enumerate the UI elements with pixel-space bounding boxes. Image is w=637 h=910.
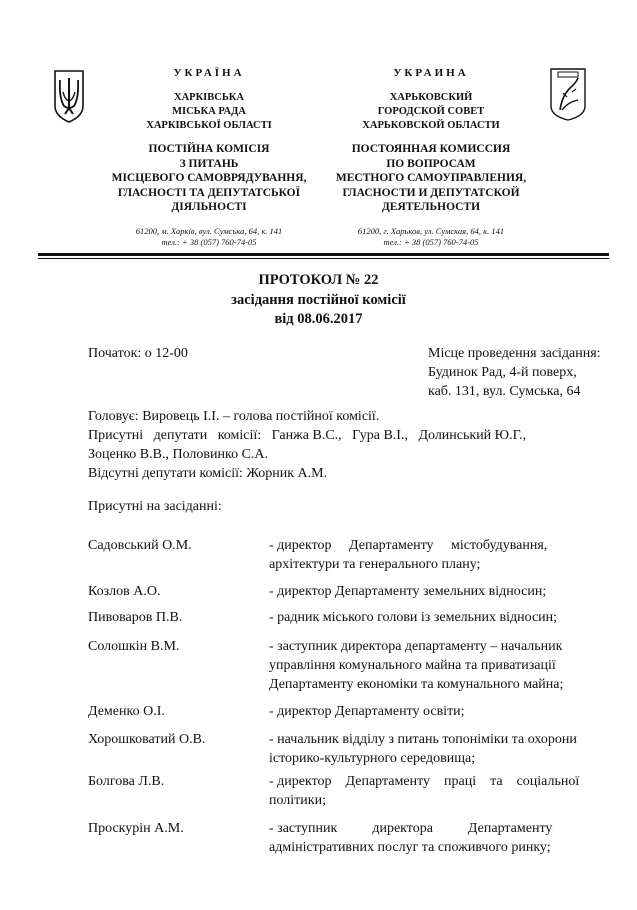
invited-position [269, 730, 609, 768]
invited-name: Садовський О.М. [88, 538, 192, 553]
invited-position [269, 637, 609, 694]
invited-name: Деменко О.І. [88, 704, 165, 719]
protocol-title: ПРОТОКОЛ № 22 [258, 272, 379, 288]
invited-position-line: історико-культурного середовища; [269, 751, 476, 766]
header-ua-council-line: ХАРКІВСЬКОЇ ОБЛАСТІ [146, 120, 272, 131]
invited-heading: Присутні на засіданні: [88, 499, 222, 514]
invited-position-line: - директор Департаменту праці та соціальної [269, 774, 580, 789]
invited-position-line: - радник міського голови із земельних відносин; [269, 610, 558, 625]
header-ua-commission-line: ПОСТІЙНА КОМІСІЯ [148, 143, 270, 155]
invited-name: Проскурін А.М. [88, 821, 184, 836]
kharkiv-city-emblem [548, 66, 588, 122]
invited-position-line: Департаменту економіки та комунального майна; [269, 677, 564, 692]
header-ru-address: 61200, г. Харьков, ул. Сумская, 64, к. 141 [357, 225, 505, 236]
invited-position [269, 702, 609, 721]
header-ua [100, 67, 318, 248]
meeting-place [428, 344, 608, 401]
chair-line: Головує: Вировець І.І. – голова постійної комісії. [88, 409, 380, 424]
invited-position-line: політики; [269, 793, 326, 808]
invited-position-line: - начальник відділу з питань топоніміки та охорони [269, 732, 577, 747]
header-ua-country: УКРАЇНА [173, 67, 245, 79]
header-ru-council-line: ХАРЬКОВСКИЙ [389, 92, 473, 103]
invited-position [269, 819, 609, 857]
header-ua-council-line: МІСЬКА РАДА [172, 106, 246, 117]
invited-position-line: - заступник директора департаменту – начальник [269, 639, 563, 654]
invited-position-line: - директор Департаменту містобудування, [269, 538, 548, 553]
header-ru-council-line: ГОРОДСКОЙ СОВЕТ [377, 106, 485, 117]
absent-members-line: Відсутні депутати комісії: Жорник А.М. [88, 466, 328, 481]
header-ru-commission-line: ПОСТОЯННАЯ КОМИССИЯ [351, 143, 511, 155]
invited-position-line: адміністративних послуг та споживчого ринку; [269, 840, 551, 855]
invited-position [269, 608, 609, 627]
invited-name: Болгова Л.В. [88, 774, 165, 789]
ukraine-trident-emblem [52, 68, 86, 124]
meeting-place-line: Місце проведення засідання: [428, 346, 601, 361]
invited-name: Козлов А.О. [88, 584, 161, 599]
header-ua-commission-line: З ПИТАНЬ [179, 157, 239, 170]
header-divider-thick [38, 253, 609, 256]
invited-name: Пивоваров П.В. [88, 610, 183, 625]
meeting-place-line: Будинок Рад, 4-й поверх, [428, 365, 577, 380]
header-ua-address: 61200, м. Харків, вул. Сумська, 64, к. 141 [135, 225, 283, 236]
present-members-line: Присутні депутати комісії: Ганжа В.С., Гура В.І., Долинський Ю.Г., [88, 428, 527, 443]
header-ua-council-line: ХАРКІВСЬКА [173, 92, 244, 103]
attendance-block [88, 407, 610, 483]
header-ru-council-line: ХАРЬКОВСКОЙ ОБЛАСТИ [362, 120, 500, 131]
header-ua-phone: тел.: + 38 (057) 760-74-05 [161, 236, 257, 247]
header-ru-commission-line: МЕСТНОГО САМОУПРАВЛЕНИЯ, [335, 172, 527, 184]
header-ru-phone: тел.: + 38 (057) 760-74-05 [383, 236, 479, 247]
meeting-place-line: каб. 131, вул. Сумська, 64 [428, 384, 581, 399]
invited-position-line: - заступник директора Департаменту [269, 821, 553, 836]
invited-position [269, 772, 609, 810]
invited-name: Хорошковатий О.В. [88, 732, 206, 747]
protocol-date: від 08.06.2017 [274, 311, 363, 327]
header-ua-commission-line: ДІЯЛЬНОСТІ [171, 201, 247, 213]
invited-name: Солошкін В.М. [88, 639, 180, 654]
meeting-start-time: Початок: о 12-00 [88, 346, 188, 361]
header-ru-commission-line: ПО ВОПРОСАМ [386, 157, 476, 170]
invited-position-line: управління комунального майна та приватизації [269, 658, 556, 673]
header-ru-country: УКРАИНА [393, 67, 469, 79]
header-ru-commission-line: ДЕЯТЕЛЬНОСТИ [381, 201, 481, 213]
header-ru [322, 67, 540, 248]
invited-position-line: - директор Департаменту освіти; [269, 704, 465, 719]
header-divider-thin [38, 258, 609, 259]
invited-position [269, 582, 609, 601]
present-members-line: Зоценко В.В., Половинко С.А. [88, 447, 269, 462]
protocol-subtitle: засідання постійної комісії [231, 292, 406, 308]
invited-position-line: - директор Департаменту земельних відносин; [269, 584, 547, 599]
header-ua-commission-line: ГЛАСНОСТІ ТА ДЕПУТАТСЬКОЇ [117, 186, 301, 199]
invited-position-line: архітектури та генерального плану; [269, 557, 481, 572]
header-ru-commission-line: ГЛАСНОСТИ И ДЕПУТАТСКОЙ [342, 186, 520, 199]
header-ua-commission-line: МІСЦЕВОГО САМОВРЯДУВАННЯ, [111, 172, 307, 184]
invited-position [269, 536, 609, 574]
